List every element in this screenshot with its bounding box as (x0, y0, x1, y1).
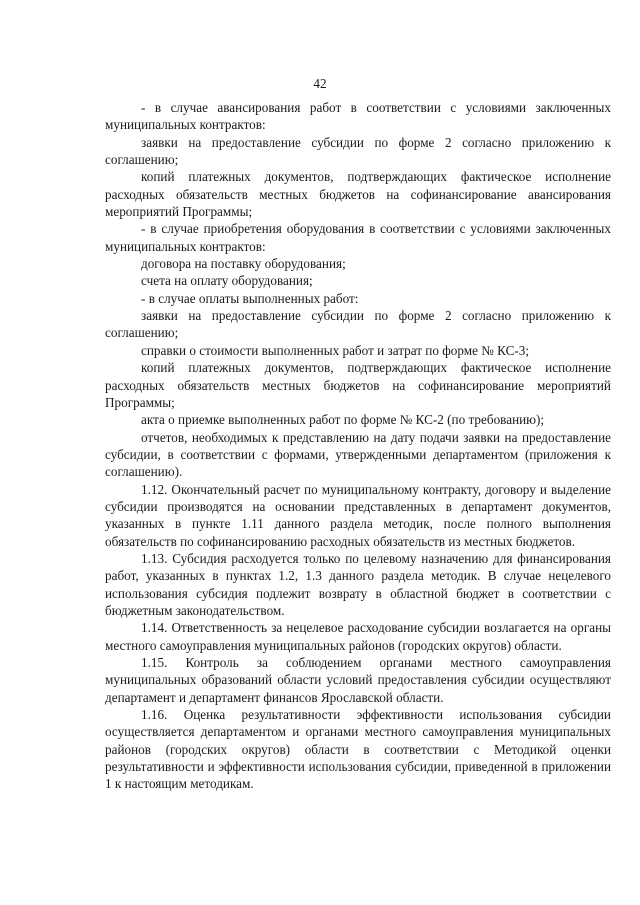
paragraph-1-14: 1.14. Ответственность за нецелевое расходование субсидии возлагается на органы местного самоуправления муниципальных районов (городских округов) области. (105, 620, 611, 653)
paragraph-1-16: 1.16. Оценка результативности эффективности использования субсидии осуществляется департаментом и органами местного самоуправления муниципальных районов (городских округов) области в соответствии с Методикой оценки результативности и эффективности использования субсидии, приведенной в приложении 1 к настоящим методикам. (105, 707, 611, 792)
paragraph: акта о приемке выполненных работ по форме № КС-2 (по требованию); (141, 412, 545, 428)
page-number: 42 (313, 76, 327, 91)
paragraph: копий платежных документов, подтверждающих фактическое исполнение расходных обязательств местных бюджетов на софинансирование мероприятий Программы; (105, 360, 611, 410)
paragraph: - в случае оплаты выполненных работ: (141, 290, 359, 306)
paragraph: - в случае авансирования работ в соответствии с условиями заключенных муниципальных контрактов: (105, 100, 611, 133)
paragraph: заявки на предоставление субсидии по форме 2 согласно приложению к соглашению; (105, 308, 611, 341)
paragraph: счета на оплату оборудования; (141, 273, 313, 289)
paragraph: копий платежных документов, подтверждающих фактическое исполнение расходных обязательств местных бюджетов на софинансирование авансирования мероприятий Программы; (105, 169, 611, 220)
paragraph: заявки на предоставление субсидии по форме 2 согласно приложению к соглашению; (105, 134, 611, 168)
paragraph: отчетов, необходимых к представлению на дату подачи заявки на предоставление субсидии, в соответствии с формами, утвержденными департаментом (приложения к соглашению). (105, 429, 611, 480)
paragraph: договора на поставку оборудования; (141, 256, 346, 272)
paragraph-1-12: 1.12. Окончательный расчет по муниципальному контракту, договору и выделение субсидии производятся на основании представленных в департамент документов, указанных в пункте 1.11 данного раздела методик, после полного выполнения обязательств по софинансированию расходных обязательств из местных бюджетов. (105, 481, 611, 549)
paragraph-1-15: 1.15. Контроль за соблюдением органами местного самоуправления муниципальных образований области условий предоставления субсидии осуществляют департамент и департамент финансов Ярославской области. (105, 655, 611, 705)
paragraph: справки о стоимости выполненных работ и затрат по форме № КС-3; (141, 342, 530, 358)
paragraph-1-13: 1.13. Субсидия расходуется только по целевому назначению для финансирования работ, указанных в пунктах 1.2, 1.3 данного раздела методик. В случае нецелевого использования субсидия подлежит возврату в областной бюджет в соответствии с бюджетным законодательством. (105, 550, 611, 618)
document-body (105, 99, 611, 793)
paragraph: - в случае приобретения оборудования в соответствии с условиями заключенных муниципальных контрактов: (105, 221, 611, 254)
